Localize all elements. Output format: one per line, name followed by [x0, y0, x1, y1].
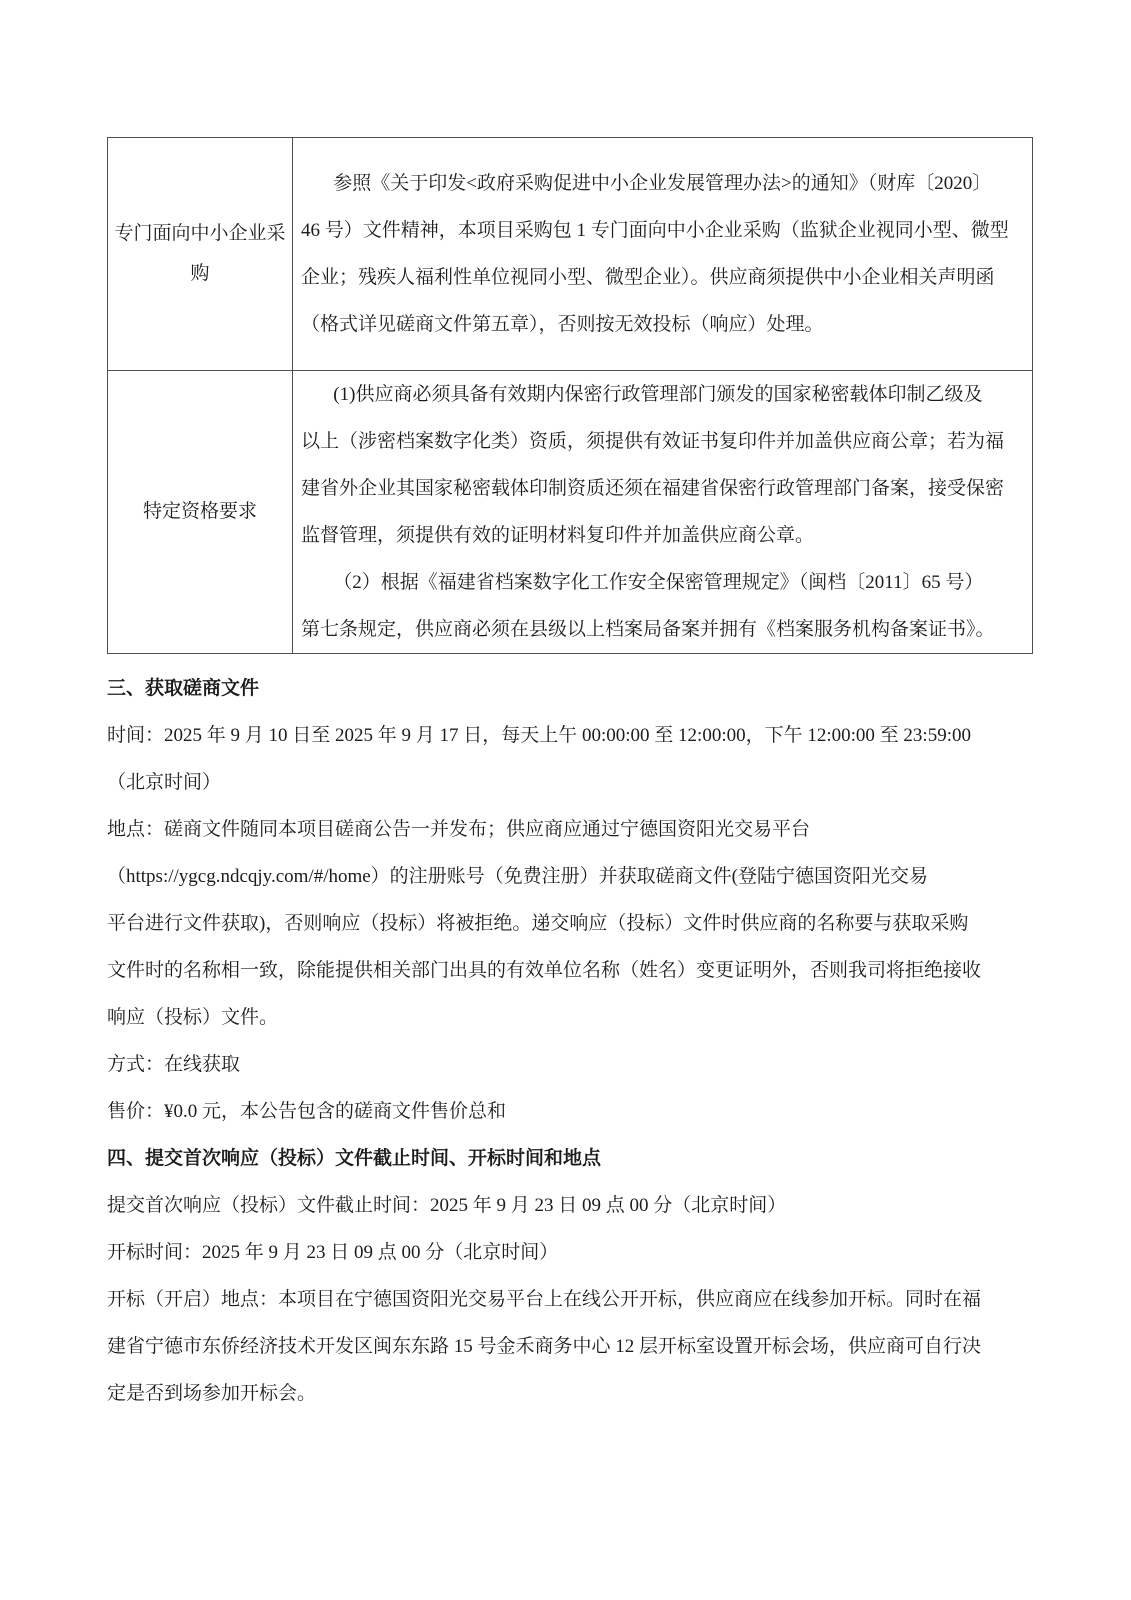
text-line: 监督管理，须提供有效的证明材料复印件并加盖供应商公章。	[301, 525, 815, 546]
text-line: （格式详见磋商文件第五章），否则按无效投标（响应）处理。	[301, 314, 824, 335]
table-row-specific-qualification	[108, 371, 1033, 654]
requirements-table	[107, 137, 1033, 654]
section-heading: 四、提交首次响应（投标）文件截止时间、开标时间和地点	[107, 1148, 602, 1169]
text-line: 开标（开启）地点：本项目在宁德国资阳光交易平台上在线公开开标，供应商应在线参加开标。同时在福	[107, 1289, 982, 1310]
text-line: （https://ygcg.ndcqjy.com/#/home）的注册账号（免费注册）并获取磋商文件(登陆宁德国资阳光交易	[107, 866, 929, 887]
text-line: 第七条规定，供应商必须在县级以上档案局备案并拥有《档案服务机构备案证书》。	[301, 619, 995, 640]
row-label: 特定资格要求	[142, 501, 257, 522]
text-line: (1)供应商必须具备有效期内保密行政管理部门颁发的国家秘密载体印制乙级及	[333, 384, 983, 405]
text-line: 建省外企业其国家秘密载体印制资质还须在福建省保密行政管理部门备案，接受保密	[301, 478, 1005, 499]
section-heading: 三、获取磋商文件	[107, 678, 260, 699]
row-label-cell	[108, 371, 293, 654]
text-line: 提交首次响应（投标）文件截止时间：2025 年 9 月 23 日 09 点 00 分（北京时间）	[107, 1195, 787, 1216]
text-line: 开标时间：2025 年 9 月 23 日 09 点 00 分（北京时间）	[107, 1242, 559, 1263]
text-line: 以上（涉密档案数字化类）资质，须提供有效证书复印件并加盖供应商公章；若为福	[301, 431, 1005, 452]
row-label: 专门面向中小企业采购	[114, 223, 286, 284]
row-label-cell	[108, 138, 293, 371]
table-row-smb-procurement	[108, 138, 1033, 371]
text-line: 时间：2025 年 9 月 10 日至 2025 年 9 月 17 日，每天上午 00:00:00 至 12:00:00，下午 12:00:00 至 23:59:00	[107, 725, 971, 746]
text-line: 方式：在线获取	[107, 1054, 241, 1075]
text-line: 响应（投标）文件。	[107, 1007, 279, 1028]
text-line: （北京时间）	[107, 772, 222, 793]
text-line: 文件时的名称相一致，除能提供相关部门出具的有效单位名称（姓名）变更证明外，否则我司将拒绝接收	[107, 960, 982, 981]
text-line: 售价：¥0.0 元，本公告包含的磋商文件售价总和	[107, 1101, 507, 1122]
text-line: 平台进行文件获取)，否则响应（投标）将被拒绝。递交响应（投标）文件时供应商的名称要与获取采购	[107, 913, 969, 934]
text-line: 定是否到场参加开标会。	[107, 1383, 317, 1404]
row-content-cell	[293, 371, 1033, 654]
text-line: 建省宁德市东侨经济技术开发区闽东东路 15 号金禾商务中心 12 层开标室设置开标会场，供应商可自行决	[107, 1336, 982, 1357]
text-line: 企业；残疾人福利性单位视同小型、微型企业）。供应商须提供中小企业相关声明函	[301, 267, 995, 288]
text-line: 参照《关于印发<政府采购促进中小企业发展管理办法>的通知》（财库〔2020〕	[333, 173, 992, 194]
row-content-cell	[293, 138, 1033, 371]
text-line: 46 号）文件精神，本项目采购包 1 专门面向中小企业采购（监狱企业视同小型、微型	[301, 220, 1009, 241]
text-line: 地点：磋商文件随同本项目磋商公告一并发布；供应商应通过宁德国资阳光交易平台	[107, 819, 811, 840]
document-body	[107, 665, 1032, 1417]
text-line: （2）根据《福建省档案数字化工作安全保密管理规定》（闽档〔2011〕65 号）	[333, 572, 984, 593]
